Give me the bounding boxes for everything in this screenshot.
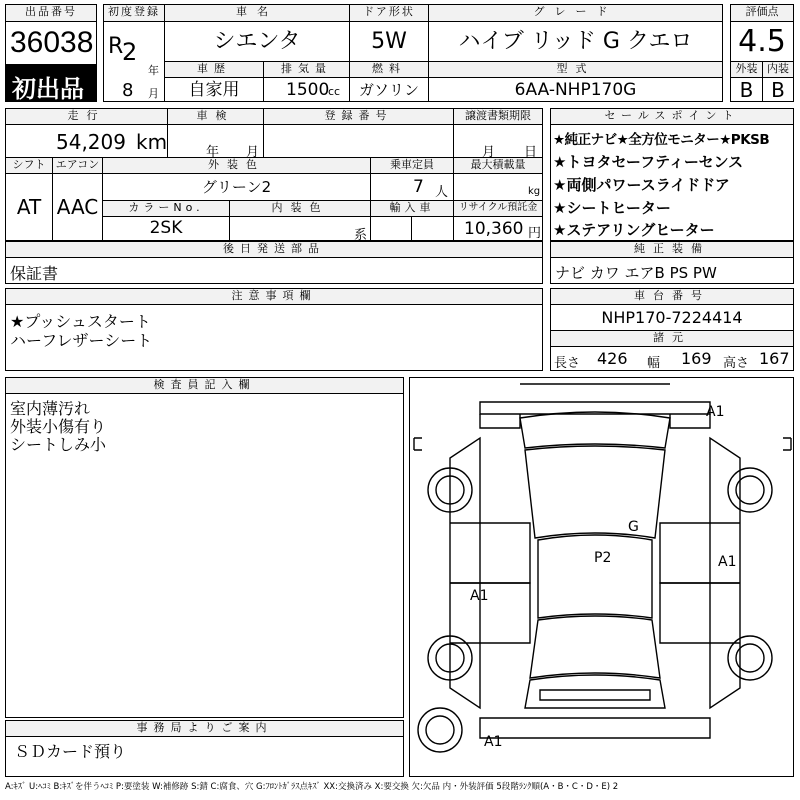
color-no-box (102, 216, 230, 241)
displacement: 1500 (286, 80, 330, 100)
first-listing-text: 初出品 (12, 75, 84, 102)
color-no: 2SK (149, 218, 183, 238)
shift: AT (16, 195, 42, 219)
load-box (453, 173, 543, 201)
delivery-box (453, 124, 543, 158)
ext-label: 外装 (730, 61, 763, 78)
import-label: 輸入車 (370, 200, 454, 217)
sales-point-3: ★両側パワースライドドア (553, 176, 730, 194)
grade-box (428, 21, 723, 62)
load-unit: kg (528, 186, 541, 197)
recycle-unit: 円 (528, 226, 542, 241)
lot-no: 36038 (10, 26, 94, 59)
rear-plate (540, 690, 650, 700)
ac-box (52, 173, 103, 241)
ext: B (739, 78, 754, 102)
grade-label: グレード (428, 4, 723, 22)
left-rear-door (450, 583, 530, 643)
interior-unit: 系 (354, 228, 368, 241)
inspector-line-1: 室内薄汚れ (10, 399, 91, 418)
equipment-box (550, 257, 794, 284)
sales-point-4: ★シートヒーター (553, 199, 671, 217)
first-reg-box (103, 21, 165, 102)
car-name: シエンタ (213, 29, 301, 54)
inspector-label: 検査員記入欄 (5, 377, 404, 394)
import-box-2 (411, 216, 454, 241)
shift-box (5, 173, 53, 241)
wheel-front-right (728, 468, 772, 512)
door: 5W (371, 29, 407, 54)
delivery-day: 日 (524, 145, 538, 158)
color-label: 外装色 (102, 157, 371, 174)
lot-no-box (5, 21, 97, 65)
load-label: 最大積載量 (453, 157, 543, 174)
mileage-label: 走行 (5, 108, 168, 125)
left-front-door (450, 523, 530, 583)
model-code-label: 型式 (428, 61, 723, 78)
dims-label: 諸元 (550, 330, 794, 347)
door-label: ドア形状 (349, 4, 429, 22)
color-box (102, 173, 371, 201)
wheel-rear-right (728, 636, 772, 680)
right-front-door (660, 523, 740, 583)
equipment-value: ナビ カワ エアB PS PW (555, 264, 717, 282)
model-code-box (428, 77, 723, 102)
width: 169 (681, 349, 712, 368)
ext-box (730, 77, 763, 102)
color: グリーン2 (201, 178, 272, 196)
fuel-label: 燃料 (349, 61, 429, 78)
damage-diagram (409, 377, 794, 777)
sales-points-box (550, 124, 794, 241)
spare-wheel (418, 708, 462, 752)
car-name-box (164, 21, 350, 62)
sales-points-label: セールスポイント (550, 108, 794, 125)
sales-point-5: ★ステアリングヒーター (553, 221, 715, 239)
first-listing-badge (5, 64, 97, 102)
notes-line-1: ★プッシュスタート (10, 312, 151, 331)
parts-box (5, 257, 543, 284)
equipment-label: 純正装備 (550, 241, 794, 258)
displacement-unit: cc (328, 85, 341, 98)
era: R (108, 34, 124, 59)
spare-wheel-inner (426, 716, 454, 744)
inspection-box (167, 124, 264, 158)
capacity-unit: 人 (435, 185, 449, 200)
left-side (450, 438, 480, 708)
mark-left-rear-door: A1 (470, 588, 489, 604)
chassis-no: NHP170-7224414 (601, 308, 743, 327)
score-box (730, 21, 794, 62)
score-label: 評価点 (730, 4, 794, 22)
right-side (710, 438, 740, 708)
mileage: 54,209 (56, 130, 126, 154)
notes-label: 注意事項欄 (5, 288, 543, 305)
car-name-label: 車名 (164, 4, 350, 22)
int: B (771, 78, 785, 102)
tailgate (525, 675, 665, 708)
office-value: ＳＤカード預り (14, 742, 127, 761)
month-unit: 月 (148, 87, 159, 100)
windshield (525, 446, 665, 538)
chassis-label: 車台番号 (550, 288, 794, 305)
fuel-box (349, 77, 429, 102)
mirror-left (414, 438, 422, 450)
height: 167 (759, 349, 790, 368)
car-outline (410, 378, 794, 777)
sales-point-1: ★純正ナビ★全方位モニター★PKSB (553, 132, 770, 148)
lot-no-label: 出品番号 (5, 4, 97, 22)
grade: ハイブ リッド G クエロ (458, 29, 693, 54)
color-no-label: カラーNo. (102, 200, 230, 217)
recycle-box (453, 216, 543, 241)
capacity-box (370, 173, 454, 201)
delivery-month: 月 (482, 145, 496, 158)
reg-no-label: 登録番号 (263, 108, 454, 125)
history: 自家用 (188, 80, 240, 100)
mark-windshield: G (628, 519, 639, 535)
mileage-unit: km (136, 130, 168, 154)
int-box (762, 77, 794, 102)
mileage-box (5, 124, 168, 158)
capacity: 7 (413, 177, 424, 197)
shift-label: シフト (5, 157, 53, 174)
mark-right-door: A1 (718, 554, 737, 570)
capacity-label: 乗車定員 (370, 157, 454, 174)
width-label: 幅 (647, 356, 661, 371)
length-label: 長さ (554, 356, 581, 371)
front-left-corner (480, 414, 520, 428)
score: 4.5 (738, 24, 786, 59)
delivery-label: 譲渡書類期限 (453, 108, 543, 125)
office-label: 事務局よりご案内 (5, 720, 404, 737)
mark-front-bumper: A1 (706, 404, 725, 420)
inspector-line-2: 外装小傷有り (10, 417, 107, 436)
rear-glass (530, 616, 660, 678)
inspector-line-3: シートしみ小 (10, 435, 107, 454)
height-label: 高さ (723, 356, 750, 371)
mark-rear-bumper: A1 (484, 734, 503, 750)
fuel: ガソリン (358, 81, 419, 99)
door-box (349, 21, 429, 62)
model-code: 6AA-NHP170G (514, 80, 637, 100)
notes-line-2: ハーフレザーシート (10, 331, 153, 350)
history-box (164, 77, 264, 102)
interior-color-box (229, 216, 371, 241)
dims-box (550, 346, 794, 371)
inspector-box (5, 393, 404, 718)
mirror-right (783, 438, 791, 450)
office-box (5, 736, 404, 777)
roof (538, 535, 652, 618)
interior-color-label: 内装色 (229, 200, 371, 217)
mark-roof: P2 (594, 550, 612, 566)
ac-label: エアコン (52, 157, 103, 174)
legend: A:ｷｽﾞ U:ﾍｺﾐ B:ｷｽﾞを伴うﾍｺﾐ P:要塗装 W:補修跡 S:錆 C:腐食、穴 G:ﾌﾛﾝﾄｶﾞﾗｽ点ｷｽﾞ XX:交換済み X:要交換 欠:欠品 内・外装評価 5段階ﾗﾝｸ順(A・B・C・D・E) 2 (5, 782, 619, 792)
parts-label: 後日発送部品 (5, 241, 543, 258)
inspection-month: 月 (246, 145, 260, 158)
length: 426 (597, 349, 628, 368)
displacement-label: 排気量 (263, 61, 350, 78)
history-label: 車歴 (164, 61, 264, 78)
right-rear-door (660, 583, 740, 643)
rear-bumper (480, 718, 710, 738)
year: 2 (122, 38, 138, 66)
inspection-year: 年 (206, 145, 220, 158)
year-unit: 年 (148, 64, 159, 77)
notes-box (5, 304, 543, 371)
ac: AAC (56, 195, 99, 219)
int-label: 内装 (762, 61, 794, 78)
recycle: 10,360 (464, 219, 524, 239)
hood (520, 412, 670, 448)
inspection-label: 車検 (167, 108, 264, 125)
sales-point-2: ★トヨタセーフティーセンス (553, 153, 744, 171)
recycle-label: リサイクル預託金 (453, 200, 543, 217)
parts-value: 保証書 (10, 264, 59, 283)
first-reg-label: 初度登録 (103, 4, 165, 22)
import-box (370, 216, 412, 241)
chassis-box (550, 304, 794, 331)
month: 8 (122, 80, 134, 101)
displacement-box (263, 77, 350, 102)
reg-no-box (263, 124, 454, 158)
front-right-corner (670, 414, 710, 428)
